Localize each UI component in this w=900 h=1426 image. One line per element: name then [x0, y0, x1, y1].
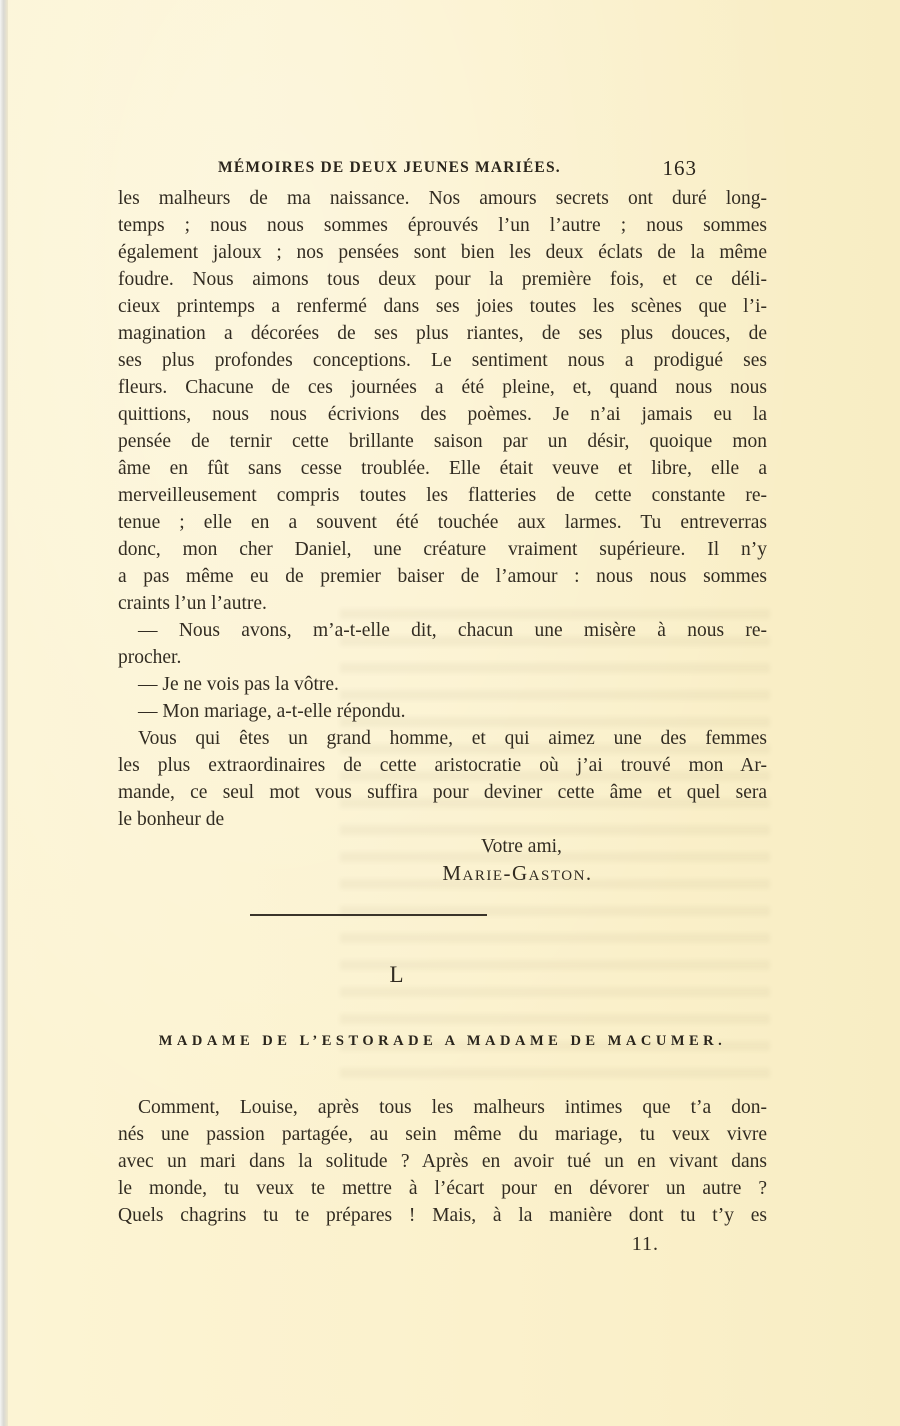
next-letter-body	[118, 1094, 767, 1229]
gathering-signature-mark: 11.	[631, 1233, 659, 1255]
text-line: — Mon mariage, a-t-elle répondu.	[138, 701, 406, 722]
text-line: le monde, tu veux te mettre à l’écart pour en dévorer un autre ?	[118, 1178, 767, 1199]
scan-edge	[0, 0, 8, 1426]
text-line: Quels chagrins tu te prépares ! Mais, à la manière dont tu t’y es	[118, 1205, 767, 1226]
letter-heading: MADAME DE L’ESTORADE A MADAME DE MACUMER.	[158, 1033, 727, 1049]
paragraph	[118, 725, 767, 833]
valediction: Votre ami,	[481, 836, 562, 857]
text-line: mande, ce seul mot vous suffira pour deviner cette âme et quel sera	[118, 782, 767, 803]
text-line: ses plus profondes conceptions. Le sentiment nous a prodigué ses	[118, 350, 767, 371]
signature-name: Marie-Gaston.	[442, 861, 593, 885]
text-line: craints l’un l’autre.	[118, 593, 267, 614]
text-line: magination a décorées de ses plus riantes, de ses plus douces, de	[118, 323, 767, 344]
text-line: tenue ; elle en a souvent été touchée aux larmes. Tu entreverras	[118, 512, 767, 533]
text-column	[118, 185, 767, 1258]
text-line: foudre. Nous aimons tous deux pour la première fois, et ce déli-	[118, 269, 767, 290]
text-line: âme en fût sans cesse troublée. Elle était veuve et libre, elle a	[118, 458, 767, 479]
text-line: — Je ne vois pas la vôtre.	[138, 674, 339, 695]
running-header	[118, 155, 767, 181]
text-line: le bonheur de	[118, 809, 225, 830]
text-line: les plus extraordinaires de cette aristocratie où j’ai trouvé mon Ar-	[118, 755, 767, 776]
paragraph	[118, 671, 767, 698]
running-header-title: MÉMOIRES DE DEUX JEUNES MARIÉES.	[218, 159, 561, 176]
text-line: temps ; nous nous sommes éprouvés l’un l’autre ; nous sommes	[118, 215, 767, 236]
text-line: les malheurs de ma naissance. Nos amours secrets ont duré long-	[118, 188, 767, 209]
paragraph	[118, 617, 767, 671]
paragraph	[118, 698, 767, 725]
text-line: merveilleusement compris toutes les flatteries de cette constante re-	[118, 485, 767, 506]
section-divider-rule	[250, 914, 487, 916]
text-line: quittions, nous nous écrivions des poèmes. Je n’ai jamais eu la	[118, 404, 767, 425]
paragraph	[118, 1094, 767, 1229]
text-line: Comment, Louise, après tous les malheurs intimes que t’a don-	[138, 1097, 767, 1118]
text-line: avec un mari dans la solitude ? Après en avoir tué un en vivant dans	[118, 1151, 767, 1172]
text-line: donc, mon cher Daniel, une créature vraiment supérieure. Il n’y	[118, 539, 767, 560]
text-line: également jaloux ; nos pensées sont bien les deux éclats de la même	[118, 242, 767, 263]
page-number: 163	[662, 156, 697, 180]
text-line: fleurs. Chacune de ces journées a été pleine, et, quand nous nous	[118, 377, 767, 398]
chapter-number: L	[389, 962, 404, 987]
text-line: Vous qui êtes un grand homme, et qui aimez une des femmes	[138, 728, 767, 749]
text-line: — Nous avons, m’a-t-elle dit, chacun une misère à nous re-	[138, 620, 767, 641]
text-line: procher.	[118, 647, 182, 668]
text-line: pensée de ternir cette brillante saison par un désir, quoique mon	[118, 431, 767, 452]
letter-body	[118, 185, 767, 887]
paragraph	[118, 185, 767, 617]
text-line: cieux printemps a renfermé dans ses joies toutes les scènes que l’i-	[118, 296, 767, 317]
text-line: nés une passion partagée, au sein même du mariage, tu veux vivre	[118, 1124, 767, 1145]
text-line: a pas même eu de premier baiser de l’amour : nous nous sommes	[118, 566, 767, 587]
